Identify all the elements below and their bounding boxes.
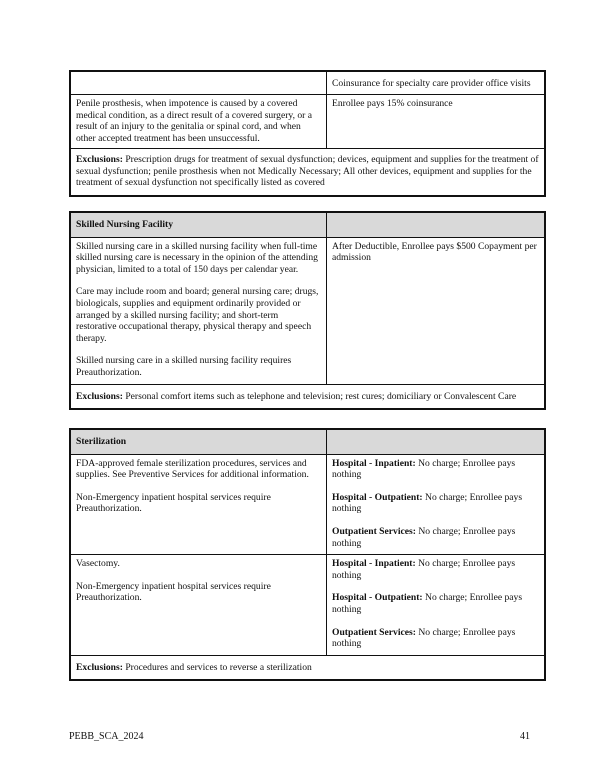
sterilization-table (69, 428, 546, 681)
cost-value: After Deductible, Enrollee pays $500 Copayment per admission (332, 240, 537, 264)
exclusions-text: Personal comfort items such as telephone and television; rest cures; domiciliary or Convalescent Care (122, 390, 517, 402)
cost-value: Hospital - Inpatient: No charge; Enrollee pays nothing Hospital - Outpatient: No charge; Enrollee pays nothing Outpatient Services: No charge; Enrollee pays nothing (332, 558, 523, 650)
table-row (71, 72, 544, 94)
table-row (71, 554, 544, 655)
exclusions-row (71, 148, 544, 195)
benefit-description: Skilled nursing care in a skilled nursing facility when full-time skilled nursing care is necessary in the opinion of the attending physician, limited to a total of 150 days per calendar year. Care may include room and board; general nursing care; drugs, biologicals, supplies and equipment ordinarily provided or arranged by a skilled nursing facility; and short-term restorative occupational therapy, physical therapy and speech therapy. Skilled nursing care in a skilled nursing facility requires Preauthorization. (71, 238, 327, 384)
benefit-description: FDA-approved female sterilization procedures, services and supplies. See Preventive Services for additional information. Non-Emergency inpatient hospital services require Preauthorization. (71, 455, 327, 555)
section-header-row (71, 430, 544, 454)
table-row (71, 94, 544, 148)
exclusions-row (71, 655, 544, 680)
exclusions-label: Exclusions: (76, 390, 123, 402)
section-title: Sterilization (71, 430, 327, 454)
skilled-nursing-table (69, 211, 546, 410)
benefit-description: Penile prosthesis, when impotence is caused by a covered medical condition, as a direct result of a covered surgery, or a result of an injury to the genitalia or spinal cord, and when other accepted treatment has been unsuccessful. (71, 95, 327, 148)
section-title: Skilled Nursing Facility (71, 213, 327, 237)
cost-value: Hospital - Inpatient: No charge; Enrollee pays nothing Hospital - Outpatient: No charge; Enrollee pays nothing Outpatient Services: No charge; Enrollee pays nothing (332, 457, 523, 549)
exclusions-label: Exclusions: (76, 661, 123, 673)
cost-header: Coinsurance for specialty care provider office visits (332, 78, 531, 89)
page-number: 41 (520, 731, 530, 742)
table-row (71, 237, 544, 384)
exclusions-row (71, 384, 544, 409)
exclusions-label: Exclusions: (76, 154, 123, 165)
exclusions-text: Prescription drugs for treatment of sexual dysfunction; devices, equipment and supplies for the treatment of sexual dysfunction; penile prosthesis when not Medically Necessary; All other devices, equipment and supplies for the treatment of sexual dysfunction not specifically listed as covered (76, 154, 539, 189)
exclusions-text: Procedures and services to reverse a sterilization (122, 661, 312, 673)
document-id: PEBB_SCA_2024 (69, 731, 144, 742)
section-header-row (71, 213, 544, 237)
benefit-description: Vasectomy. Non-Emergency inpatient hospital services require Preauthorization. (71, 555, 327, 655)
sexual-dysfunction-table (69, 70, 546, 197)
table-row (71, 454, 544, 555)
cost-value: Enrollee pays 15% coinsurance (332, 98, 453, 109)
